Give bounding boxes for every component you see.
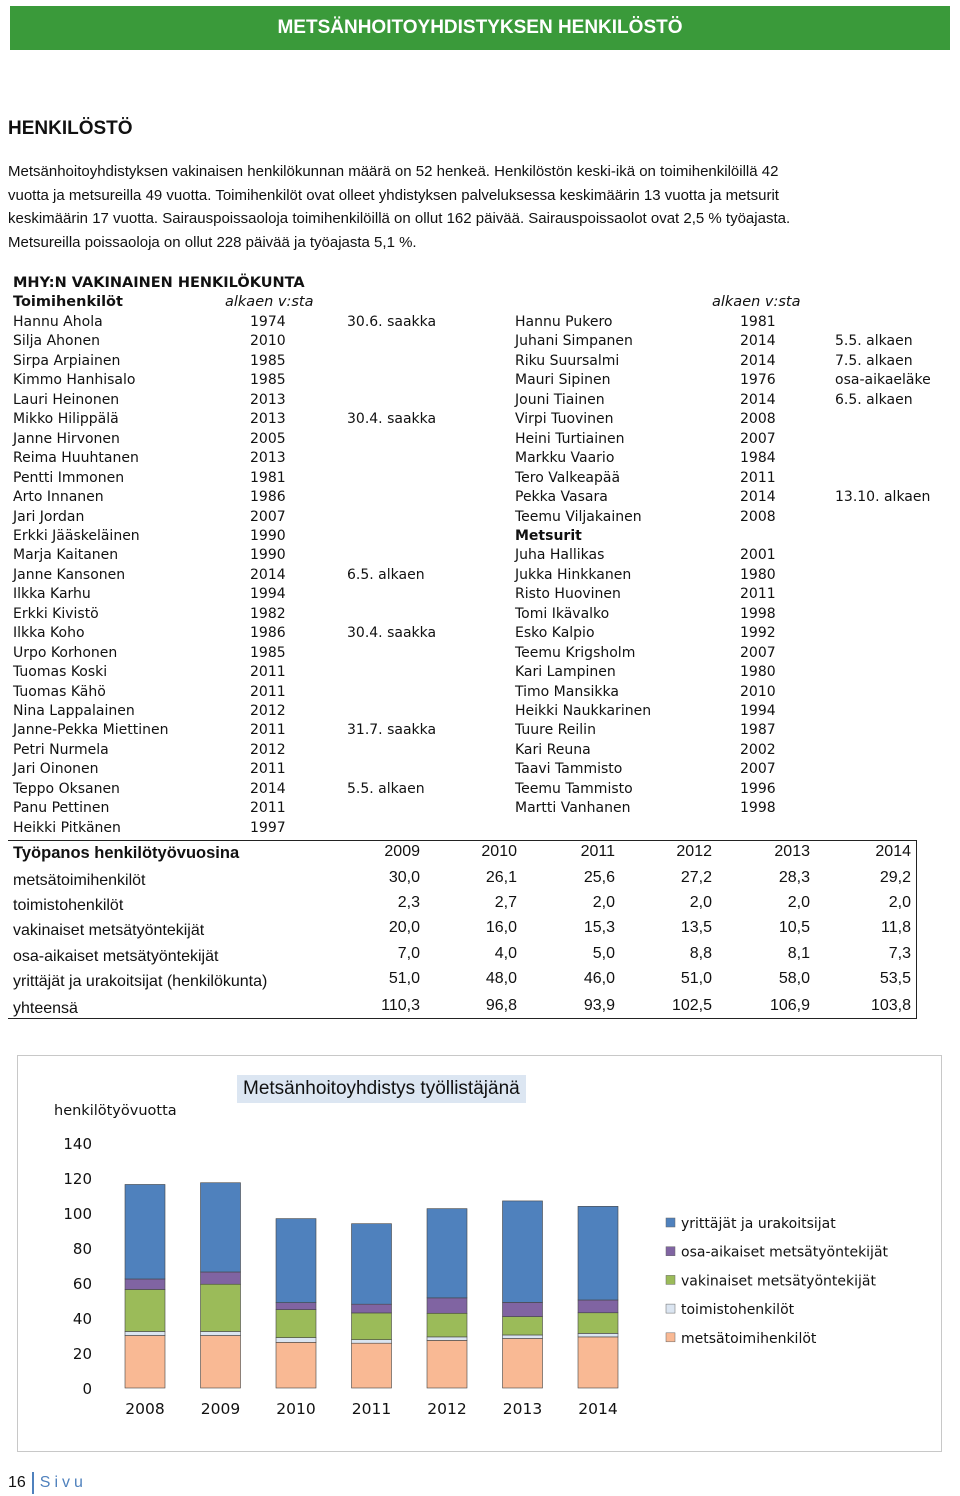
workload-row-label: yrittäjät ja urakoitsijat (henkilökunta) xyxy=(13,973,268,990)
staff-start-year: 2011 xyxy=(250,761,286,778)
workload-cell: 7,3 xyxy=(888,945,911,962)
x-tick-label: 2013 xyxy=(502,1400,543,1418)
staff-name: Janne Hirvonen xyxy=(13,430,120,447)
staff-name: Lauri Heinonen xyxy=(13,391,120,408)
staff-name: Janne-Pekka Miettinen xyxy=(13,722,169,739)
staff-name: Mauri Sipinen xyxy=(515,372,611,389)
workload-title: Työpanos henkilötyövuosina xyxy=(13,844,240,862)
staff-start-year: 2011 xyxy=(740,586,776,603)
workload-cell: 16,0 xyxy=(485,919,517,936)
legend-label: vakinaiset metsätyöntekijät xyxy=(681,1273,876,1290)
section-heading: HENKILÖSTÖ xyxy=(8,118,133,139)
workload-year-header: 2012 xyxy=(676,843,712,860)
footer-divider xyxy=(32,1472,34,1494)
workload-cell: 10,5 xyxy=(778,919,810,936)
workload-cell: 8,8 xyxy=(689,945,712,962)
staff-name: Jukka Hinkkanen xyxy=(515,566,632,583)
workload-row-label: yhteensä xyxy=(13,1000,78,1017)
staff-name: Riku Suursalmi xyxy=(515,352,620,369)
table-rule xyxy=(8,1018,917,1019)
workload-cell: 102,5 xyxy=(671,997,712,1014)
staff-name: Timo Mansikka xyxy=(515,683,619,700)
staff-name: Tuure Reilin xyxy=(515,722,596,739)
staff-note: 7.5. alkaen xyxy=(835,352,913,369)
staff-start-year: 2011 xyxy=(250,722,286,739)
chart-frame xyxy=(17,1055,942,1452)
staff-note: 5.5. alkaen xyxy=(835,333,913,350)
staff-name: Heini Turtiainen xyxy=(515,430,625,447)
workload-cell: 46,0 xyxy=(583,970,615,987)
workload-row-label: osa-aikaiset metsätyöntekijät xyxy=(13,948,219,965)
staff-start-year: 2007 xyxy=(250,508,286,525)
staff-name: Jari Jordan xyxy=(13,508,85,525)
workload-row-label: metsätoimihenkilöt xyxy=(13,872,146,889)
staff-start-year: 1980 xyxy=(740,566,776,583)
staff-name: Jari Oinonen xyxy=(13,761,99,778)
staff-name: Hannu Ahola xyxy=(13,314,103,330)
workload-row-label: vakinaiset metsätyöntekijät xyxy=(13,922,205,939)
workload-cell: 30,0 xyxy=(388,869,420,886)
workload-cell: 2,7 xyxy=(494,894,517,911)
workload-cell: 13,5 xyxy=(680,919,712,936)
staff-name: Urpo Korhonen xyxy=(13,644,118,661)
staff-name: Martti Vanhanen xyxy=(515,800,631,817)
intro-line: Metsänhoitoyhdistyksen vakinaisen henkilökunnan määrä on 52 henkeä. Henkilöstön keski-ikä on toimihenkilöillä 42 xyxy=(8,163,779,180)
staff-name: Kari Reuna xyxy=(515,741,591,758)
table-rule xyxy=(8,840,917,841)
staff-header-since-left: alkaen v:sta xyxy=(225,294,314,310)
staff-name: Juha Hallikas xyxy=(515,547,605,564)
legend-label: toimistohenkilöt xyxy=(681,1302,795,1319)
workload-cell: 103,8 xyxy=(870,997,911,1014)
staff-start-year: 1980 xyxy=(740,664,776,681)
staff-start-year: 2014 xyxy=(740,333,776,350)
staff-name: Janne Kansonen xyxy=(13,566,126,583)
staff-start-year: 1987 xyxy=(740,722,776,739)
staff-start-year: 1994 xyxy=(740,703,776,719)
staff-name: Pekka Vasara xyxy=(515,489,608,506)
staff-name: Juhani Simpanen xyxy=(515,333,633,350)
staff-name: Kari Lampinen xyxy=(515,664,616,681)
x-tick-label: 2009 xyxy=(200,1400,241,1418)
staff-start-year: 1985 xyxy=(250,352,286,369)
intro-line: Metsureilla poissaoloja on ollut 228 päivää ja työajasta 5,1 %. xyxy=(8,233,417,251)
y-axis-label: henkilötyövuotta xyxy=(54,1103,177,1119)
x-tick-label: 2008 xyxy=(125,1400,165,1418)
y-tick-label: 100 xyxy=(63,1205,92,1223)
workload-cell: 29,2 xyxy=(879,869,911,886)
staff-start-year: 1976 xyxy=(740,372,776,389)
staff-name: Marja Kaitanen xyxy=(13,547,119,564)
staff-note: osa-aikaeläke xyxy=(835,372,931,389)
workload-cell: 8,1 xyxy=(787,945,810,962)
workload-year-header: 2013 xyxy=(774,843,810,860)
staff-start-year: 1985 xyxy=(250,644,286,661)
staff-start-year: 1994 xyxy=(250,586,286,603)
staff-note: 30.4. saakka xyxy=(347,625,437,642)
staff-start-year: 1974 xyxy=(250,314,286,330)
workload-cell: 11,8 xyxy=(881,919,911,936)
staff-header-officials: Toimihenkilöt xyxy=(13,294,123,310)
staff-start-year: 2007 xyxy=(740,430,776,447)
staff-name: Risto Huovinen xyxy=(515,586,621,603)
staff-start-year: 1997 xyxy=(250,819,286,836)
chart-title: Metsänhoitoyhdistys työllistäjänä xyxy=(237,1075,526,1103)
y-tick-label: 40 xyxy=(72,1310,92,1328)
staff-name: Virpi Tuovinen xyxy=(515,411,614,428)
workload-cell: 25,6 xyxy=(583,869,615,886)
y-tick-label: 0 xyxy=(82,1380,92,1398)
workload-cell: 2,0 xyxy=(787,894,810,911)
staff-start-year: 2005 xyxy=(250,430,286,447)
staff-start-year: 2013 xyxy=(250,450,286,467)
workload-cell: 93,9 xyxy=(583,997,615,1014)
workload-cell: 5,0 xyxy=(592,945,615,962)
x-tick-label: 2014 xyxy=(578,1400,618,1418)
staff-name: Silja Ahonen xyxy=(13,333,100,350)
staff-name: Jouni Tiainen xyxy=(515,391,605,408)
workload-year-header: 2009 xyxy=(384,843,420,860)
page-number: 16 xyxy=(8,1474,26,1492)
staff-note: 30.6. saakka xyxy=(347,314,437,330)
workload-cell: 2,0 xyxy=(888,894,911,911)
staff-name: Ilkka Karhu xyxy=(13,586,91,603)
workload-cell: 53,5 xyxy=(879,970,911,987)
staff-start-year: 1992 xyxy=(740,625,776,642)
workload-cell: 106,9 xyxy=(769,997,810,1014)
staff-start-year: 2002 xyxy=(740,741,776,758)
staff-name: Hannu Pukero xyxy=(515,314,613,330)
staff-start-year: 2013 xyxy=(250,411,286,428)
legend-label: osa-aikaiset metsätyöntekijät xyxy=(681,1244,889,1261)
staff-name: Teemu Viljakainen xyxy=(515,508,642,525)
staff-name: Heikki Naukkarinen xyxy=(515,703,652,719)
staff-note: 6.5. alkaen xyxy=(835,391,913,408)
staff-start-year: 2001 xyxy=(740,547,776,564)
staff-start-year: 2007 xyxy=(740,644,776,661)
staff-name: Taavi Tammisto xyxy=(515,761,623,778)
staff-name: Markku Vaario xyxy=(515,450,615,467)
staff-name: Nina Lappalainen xyxy=(13,703,135,719)
staff-name: Tomi Ikävalko xyxy=(515,605,610,622)
x-tick-label: 2011 xyxy=(351,1400,392,1418)
staff-start-year: 1996 xyxy=(740,780,776,797)
workload-cell: 28,3 xyxy=(778,869,810,886)
workload-cell: 48,0 xyxy=(485,970,517,987)
intro-line: keskimäärin 17 vuotta. Sairauspoissaoloja toimihenkilöillä on ollut 162 päivää. Sairauspoissaolot ovat 2,5 % työajasta. xyxy=(8,210,791,227)
staff-start-year: 1998 xyxy=(740,605,776,622)
staff-start-year: 2014 xyxy=(740,391,776,408)
staff-start-year: 2011 xyxy=(740,469,776,486)
staff-note: 6.5. alkaen xyxy=(347,566,425,583)
staff-name: Arto Innanen xyxy=(13,489,104,506)
staff-note: 31.7. saakka xyxy=(347,722,437,739)
workload-cell: 26,1 xyxy=(485,869,517,886)
workload-cell: 2,0 xyxy=(592,894,615,911)
legend-label: metsätoimihenkilöt xyxy=(681,1330,817,1347)
workload-cell: 96,8 xyxy=(485,997,517,1014)
staff-start-year: 1981 xyxy=(250,469,286,486)
workload-cell: 4,0 xyxy=(494,945,517,962)
x-tick-label: 2012 xyxy=(427,1400,467,1418)
intro-paragraph xyxy=(8,160,953,254)
staff-start-year: 1985 xyxy=(250,372,286,389)
y-tick-label: 60 xyxy=(72,1275,92,1293)
y-tick-label: 20 xyxy=(72,1345,92,1363)
staff-name: Tuomas Kähö xyxy=(13,683,106,700)
forest-workers-heading: Metsurit xyxy=(515,527,582,544)
staff-start-year: 1990 xyxy=(250,527,286,544)
staff-start-year: 2014 xyxy=(250,566,286,583)
staff-name: Erkki Kivistö xyxy=(13,605,99,622)
staff-name: Tuomas Koski xyxy=(13,664,108,681)
staff-name: Tero Valkeapää xyxy=(515,469,621,486)
staff-table-title: MHY:N VAKINAINEN HENKILÖKUNTA xyxy=(13,275,305,291)
y-tick-label: 80 xyxy=(72,1240,92,1258)
staff-start-year: 1998 xyxy=(740,800,776,817)
workload-year-header: 2014 xyxy=(875,843,911,860)
staff-note: 13.10. alkaen xyxy=(835,489,931,506)
workload-cell: 27,2 xyxy=(680,869,712,886)
staff-start-year: 2013 xyxy=(250,391,286,408)
page-banner: METSÄNHOITOYHDISTYKSEN HENKILÖSTÖ xyxy=(10,6,950,50)
workload-cell: 58,0 xyxy=(778,970,810,987)
x-tick-label: 2010 xyxy=(276,1400,316,1418)
y-tick-label: 120 xyxy=(63,1170,92,1188)
staff-name: Teemu Tammisto xyxy=(515,780,633,797)
staff-start-year: 2011 xyxy=(250,683,286,700)
staff-name: Teppo Oksanen xyxy=(13,780,120,797)
staff-start-year: 2014 xyxy=(740,489,776,506)
staff-start-year: 1982 xyxy=(250,605,286,622)
workload-cell: 2,0 xyxy=(689,894,712,911)
page-label: Sivu xyxy=(39,1474,87,1492)
page-footer xyxy=(8,1472,87,1494)
staff-name: Panu Pettinen xyxy=(13,800,110,817)
staff-name: Ilkka Koho xyxy=(13,625,85,642)
staff-name: Esko Kalpio xyxy=(515,625,595,642)
workload-cell: 2,3 xyxy=(397,894,420,911)
staff-name: Erkki Jääskeläinen xyxy=(13,527,140,544)
staff-start-year: 1981 xyxy=(740,314,776,330)
staff-start-year: 1984 xyxy=(740,450,776,467)
staff-start-year: 2012 xyxy=(250,741,286,758)
workload-cell: 15,3 xyxy=(583,919,615,936)
legend-label: yrittäjät ja urakoitsijat xyxy=(681,1216,836,1232)
staff-name: Pentti Immonen xyxy=(13,469,125,486)
staff-start-year: 2007 xyxy=(740,761,776,778)
staff-name: Petri Nurmela xyxy=(13,741,109,758)
staff-note: 30.4. saakka xyxy=(347,411,437,428)
workload-cell: 51,0 xyxy=(680,970,712,987)
staff-start-year: 2014 xyxy=(250,780,286,797)
staff-header-since-right: alkaen v:sta xyxy=(712,294,801,310)
workload-year-header: 2010 xyxy=(481,843,517,860)
staff-start-year: 2011 xyxy=(250,664,286,681)
staff-start-year: 1990 xyxy=(250,547,286,564)
staff-start-year: 2011 xyxy=(250,800,286,817)
staff-start-year: 2008 xyxy=(740,508,776,525)
staff-start-year: 1986 xyxy=(250,489,286,506)
workload-row-label: toimistohenkilöt xyxy=(13,897,124,914)
workload-year-header: 2011 xyxy=(580,843,615,860)
staff-name: Sirpa Arpiainen xyxy=(13,352,121,369)
intro-line: vuotta ja metsureilla 49 vuotta. Toimihenkilöt ovat olleet yhdistyksen palveluksessa keskimäärin 13 vuotta ja metsurit xyxy=(8,186,779,204)
table-rule xyxy=(916,840,917,1018)
staff-name: Heikki Pitkänen xyxy=(13,819,121,836)
staff-start-year: 2012 xyxy=(250,703,286,719)
workload-cell: 7,0 xyxy=(397,945,420,962)
y-tick-label: 140 xyxy=(63,1135,92,1153)
staff-name: Reima Huuhtanen xyxy=(13,450,139,467)
workload-cell: 51,0 xyxy=(388,970,420,987)
staff-start-year: 1986 xyxy=(250,625,286,642)
staff-start-year: 2010 xyxy=(250,333,286,350)
staff-name: Teemu Krigsholm xyxy=(515,644,636,661)
staff-start-year: 2008 xyxy=(740,411,776,428)
staff-start-year: 2014 xyxy=(740,352,776,369)
staff-name: Kimmo Hanhisalo xyxy=(13,372,136,389)
staff-note: 5.5. alkaen xyxy=(347,780,425,797)
workload-cell: 20,0 xyxy=(388,919,420,936)
workload-cell: 110,3 xyxy=(381,997,420,1014)
staff-name: Mikko Hilippälä xyxy=(13,411,119,428)
staff-start-year: 2010 xyxy=(740,683,776,700)
